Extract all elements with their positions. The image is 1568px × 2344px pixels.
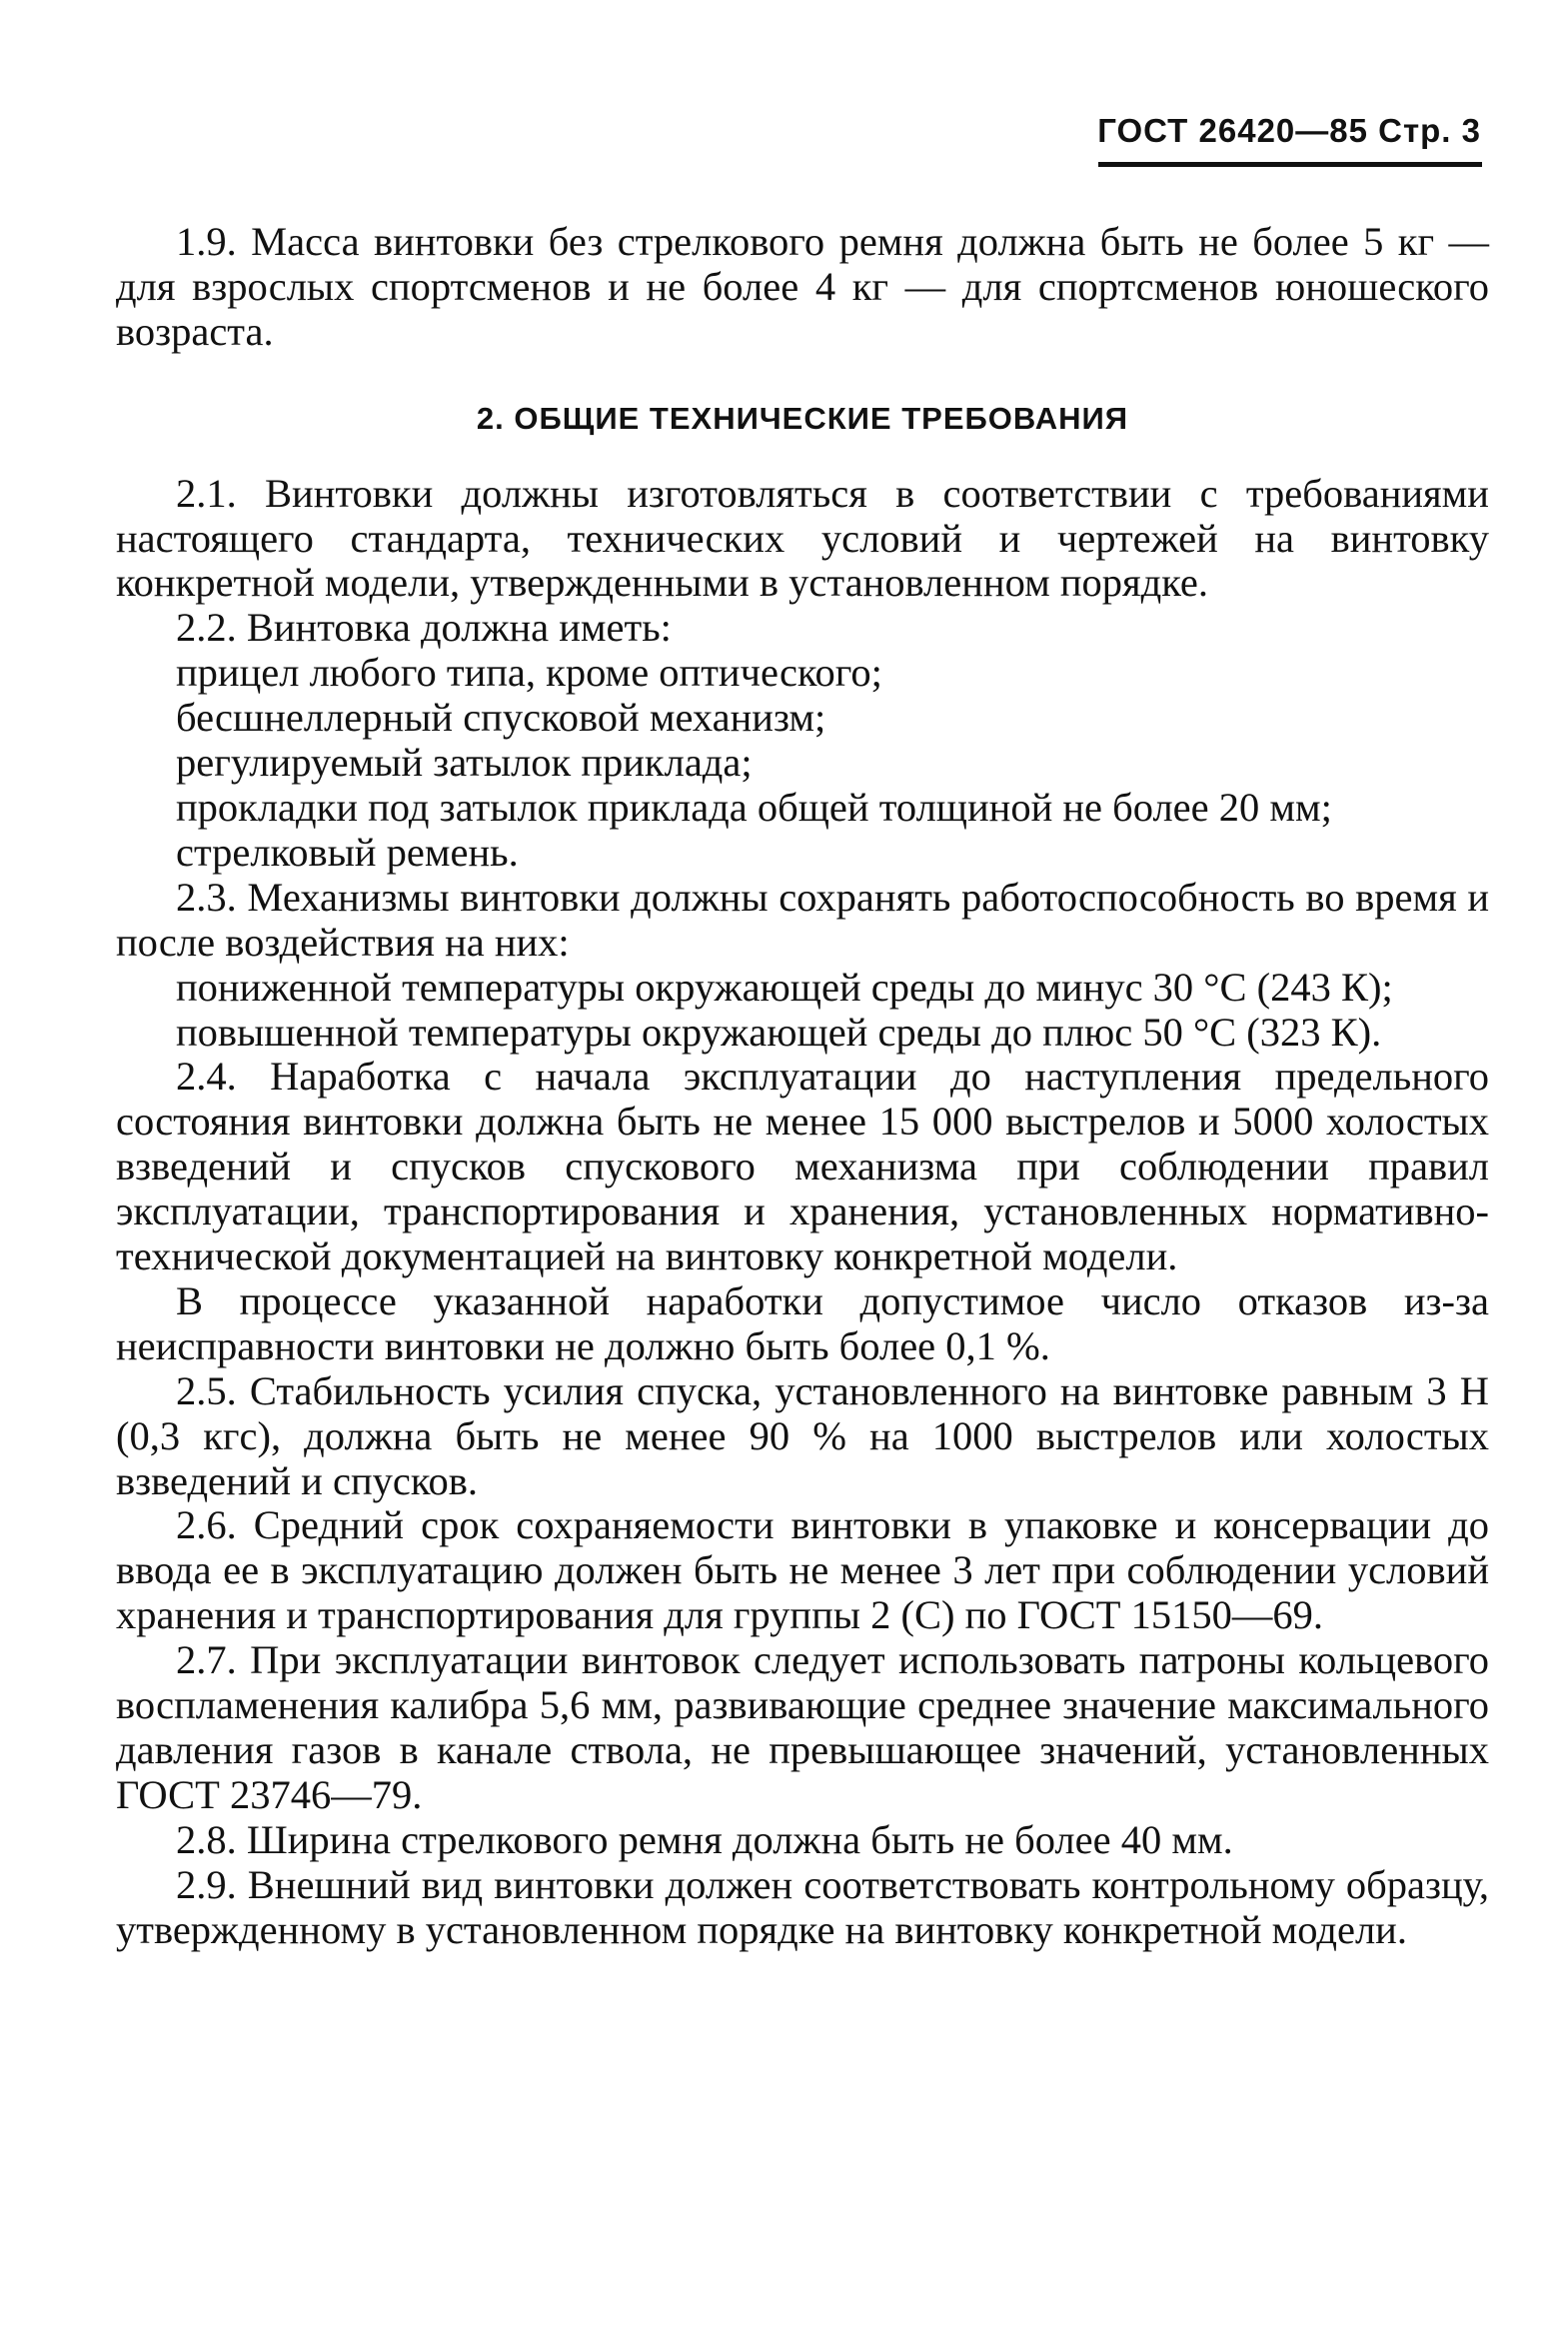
header-divider xyxy=(1098,162,1482,167)
list-item: бесшнеллерный спусковой механизм; xyxy=(176,695,826,741)
paragraph-2-7: 2.7. При эксплуатации винтовок следует использовать патроны кольцевого воспламенения калибра 5,6 мм, развивающие среднее значение максимального давления газов в канале ствола, не превышающее значений, установленных ГОСТ 23746—79. xyxy=(116,1637,1489,1817)
section-heading: 2. ОБЩИЕ ТЕХНИЧЕСКИЕ ТРЕБОВАНИЯ xyxy=(476,400,1129,436)
paragraph-2-8: 2.8. Ширина стрелкового ремня должна быть не более 40 мм. xyxy=(176,1816,1233,1862)
list-item: регулируемый затылок приклада; xyxy=(176,740,753,786)
paragraph-2-1: 2.1. Винтовки должны изготовляться в соответствии с требованиями настоящего стандарта, технических условий и чертежей на винтовку конкретной модели, утвержденными в установленном порядке. xyxy=(116,470,1489,606)
paragraph-2-4-note: В процессе указанной наработки допустимое число отказов из-за неисправности винтовки не должно быть более 0,1 %. xyxy=(116,1277,1489,1368)
paragraph-2-5: 2.5. Стабильность усилия спуска, установленного на винтовке равным 3 Н (0,3 кгс), должна быть не менее 90 % на 1000 выстрелов или холостых взведений и спусков. xyxy=(116,1367,1489,1503)
list-item: прокладки под затылок приклада общей толщиной не более 20 мм; xyxy=(176,784,1332,830)
page-header xyxy=(1097,112,1481,150)
paragraph-2-3: 2.3. Механизмы винтовки должны сохранять работоспособность во время и после воздействия на них: xyxy=(116,874,1489,965)
list-item: пониженной температуры окружающей среды до минус 30 °С (243 К); xyxy=(176,964,1393,1010)
paragraph-2-4: 2.4. Наработка с начала эксплуатации до наступления предельного состояния винтовки должна быть не менее 15 000 выстрелов и 5000 холостых взведений и спусков спускового механизма при соблюдении правил эксплуатации, транспортирования и хранения, установленных нормативно-технической документацией на винтовку конкретной модели. xyxy=(116,1054,1489,1279)
page-number: Стр. 3 xyxy=(1378,112,1481,149)
standard-number: ГОСТ 26420—85 xyxy=(1097,112,1368,149)
paragraph-2-6: 2.6. Средний срок сохраняемости винтовки в упаковке и консервации до ввода ее в эксплуатацию должен быть не менее 3 лет при соблюдении условий хранения и транспортирования для группы 2 (С) по ГОСТ 15150—69. xyxy=(116,1502,1489,1638)
document-body xyxy=(116,220,1489,1953)
list-item: стрелковый ремень. xyxy=(176,829,519,875)
paragraph-2-9: 2.9. Внешний вид винтовки должен соответствовать контрольному образцу, утвержденному в установленном порядке на винтовку конкретной модели. xyxy=(116,1861,1489,1952)
paragraph-1-9: 1.9. Масса винтовки без стрелкового ремня должна быть не более 5 кг — для взрослых спортсменов и не более 4 кг — для спортсменов юношеского возраста. xyxy=(116,219,1489,354)
paragraph-2-2: 2.2. Винтовка должна иметь: xyxy=(176,605,672,651)
list-item: прицел любого типа, кроме оптического; xyxy=(176,650,882,696)
list-item: повышенной температуры окружающей среды до плюс 50 °С (323 К). xyxy=(176,1009,1382,1055)
